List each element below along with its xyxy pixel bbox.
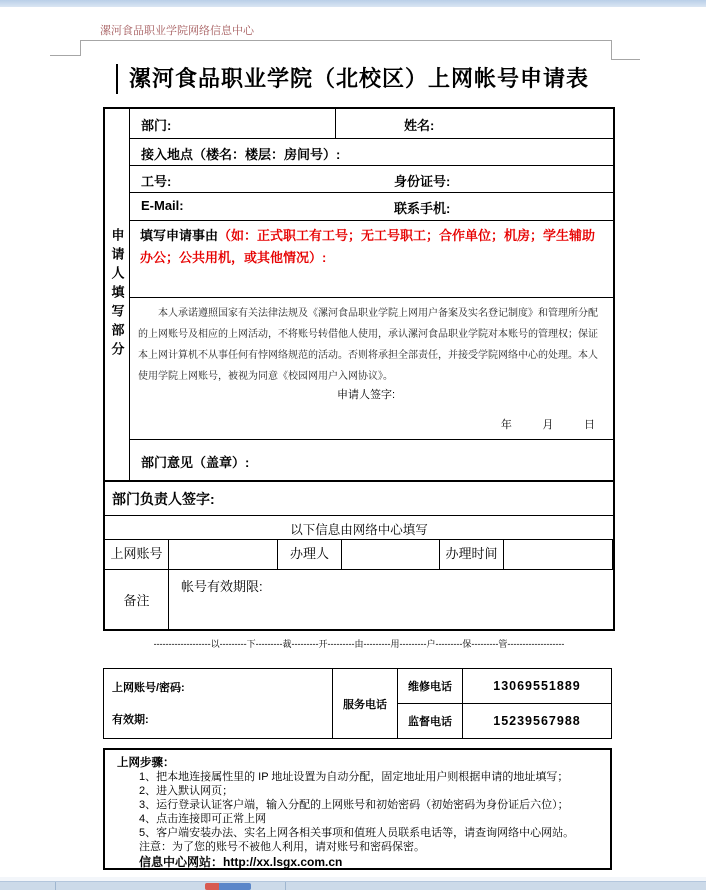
header-rule-right-notch-line (611, 59, 640, 60)
document-title: 漯河食品职业学院（北校区）上网帐号申请表 (128, 66, 589, 91)
reason-hint: （如：正式职工有工号；无工号职工；合作单位；机房；学生辅助办公；公共用机，或其他情况）: (140, 228, 596, 265)
id-card-field[interactable]: 身份证号: (394, 174, 451, 189)
step-item-2: 2、进入默认网页； (139, 785, 234, 797)
stub-account-cell (104, 669, 333, 738)
taskbar-divider (285, 882, 286, 890)
steps-note: 注意：为了您的账号不被他人利用，请对账号和密码保密。 (139, 841, 425, 853)
account-validity-field[interactable]: 帐号有效期限: (181, 579, 263, 594)
mobile-field[interactable]: 联系手机: (394, 201, 451, 216)
supervise-phone-label: 监督电话 (398, 704, 463, 738)
steps-title: 上网步骤： (117, 757, 175, 769)
applicant-section-side-label (105, 109, 130, 480)
side-label-text: 申请人填写部分 (109, 228, 125, 361)
internet-steps-box (103, 748, 612, 870)
access-location-field[interactable]: 接入地点（楼名：楼层：房间号）: (130, 138, 613, 165)
date-line[interactable]: 年 月 日 (500, 419, 595, 431)
processing-time-value-cell[interactable] (504, 540, 613, 569)
email-field[interactable]: E-Mail: (141, 198, 184, 213)
reason-label: 填写申请事由 (140, 228, 219, 243)
remark-row (105, 569, 613, 629)
repair-phone-label: 维修电话 (398, 669, 463, 703)
info-center-website: 信息中心网站：http://xx.lsgx.com.cn (139, 855, 343, 869)
network-center-section-header: 以下信息由网络中心填写 (105, 515, 613, 539)
operator-value-cell[interactable] (342, 540, 440, 569)
row-workerid-idcard (130, 165, 613, 192)
name-field[interactable]: 姓名: (404, 118, 435, 133)
row-dept-name (130, 109, 613, 138)
dept-opinion-field[interactable]: 部门意见（盖章）: (130, 439, 613, 480)
header-rule-left-notch (80, 40, 81, 56)
dept-field[interactable]: 部门: (130, 109, 336, 138)
header-rule-left-notch-line (50, 55, 81, 56)
taskbar-icon[interactable] (205, 883, 251, 890)
stub-validity-label[interactable]: 有效期: (112, 714, 149, 726)
cut-here-line: -------------------以---------下---------裁---------开---------由---------用---------户---------保---------管------------------- (153, 639, 565, 649)
user-stub-table (103, 668, 612, 739)
header-rule (80, 40, 612, 41)
step-item-3: 3、运行登录认证客户端，输入分配的上网账号和初始密码（初始密码为身份证后六位）； (139, 799, 569, 811)
repair-phone-number: 13069551889 (493, 679, 581, 693)
account-processing-row (105, 539, 613, 569)
remark-label: 备注 (105, 570, 169, 629)
internet-account-value-cell[interactable] (169, 540, 278, 569)
application-reason-field[interactable] (130, 220, 613, 297)
applicant-signature-field[interactable]: 申请人签字: (337, 389, 396, 401)
phone-numbers-block (398, 669, 611, 738)
taskbar-edge[interactable] (0, 881, 706, 890)
step-item-5: 5、客户端安装办法、实名上网各相关事项和值班人员联系电话等，请查询网络中心网站。 (139, 827, 575, 839)
step-item-1: 1、把本地连接属性里的 IP 地址设置为自动分配，固定地址用户则根据申请的地址填写； (139, 771, 569, 783)
supervise-phone-number: 15239567988 (493, 714, 581, 728)
processing-time-label: 办理时间 (440, 540, 504, 569)
taskbar-divider (55, 882, 56, 890)
operator-label: 办理人 (278, 540, 342, 569)
dept-leader-signature-field[interactable]: 部门负责人签字: (105, 480, 613, 515)
repair-phone-row (398, 669, 611, 704)
agreement-cell (130, 297, 613, 439)
application-form-table (103, 107, 615, 631)
window-top-edge (0, 0, 706, 7)
row-email-mobile (130, 192, 613, 220)
header-rule-right-notch (611, 40, 612, 60)
supervise-phone-row (398, 704, 611, 738)
agreement-text: 本人承诺遵照国家有关法律法规及《漯河食品职业学院上网用户备案及实名登记制度》和管理所分配的上网账号及相应的上网活动，不将账号转借他人使用，承认漯河食品职业学院对本账号的管理权；保证本上网计算机不从事任何有悖网络规范的活动。否则将承担全部责任，并接受学院网络中心的处理。本人使用学院上网账号，被视为同意《校园网用户入网协议》。 (138, 308, 598, 382)
worker-id-field[interactable]: 工号: (141, 174, 172, 189)
step-item-4: 4、点击连接即可正常上网 (139, 813, 267, 825)
service-phone-label: 服务电话 (333, 669, 398, 738)
internet-account-label: 上网账号 (105, 540, 169, 569)
page-header-label: 漯河食品职业学院网络信息中心 (100, 25, 254, 37)
stub-account-pwd-label[interactable]: 上网账号/密码: (112, 682, 185, 694)
